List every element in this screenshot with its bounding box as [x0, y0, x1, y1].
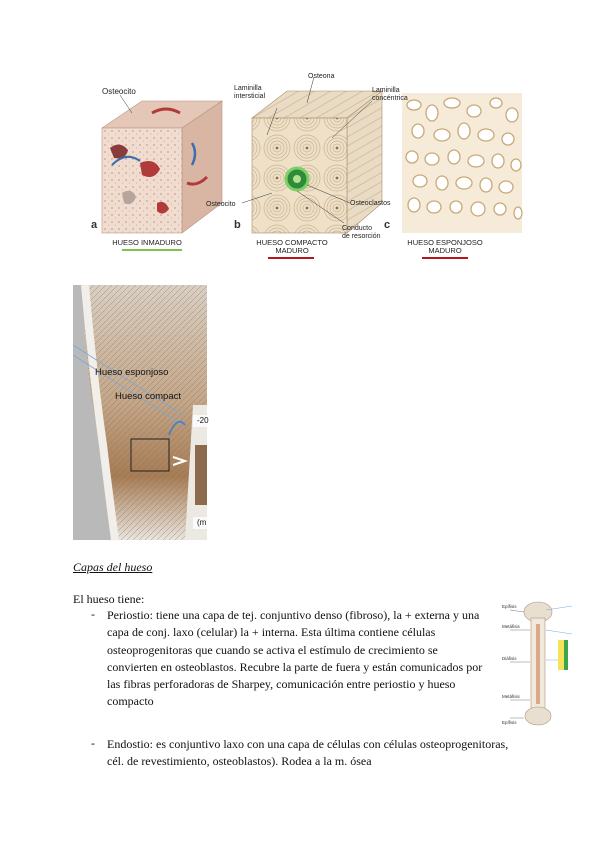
bullet-periostio-line-4: convierten en osteoblastos. Recubre la parte de fuera y están comunicados por — [107, 659, 483, 674]
bullet-dash-2: - — [91, 736, 95, 750]
caption-hueso-inmaduro: HUESO INMADURO — [112, 238, 182, 247]
panel-letter-b: b — [234, 219, 241, 231]
panel-b-block — [242, 77, 382, 233]
bone-types-illustration — [82, 73, 528, 263]
bullet-periostio-line-3: osteoprogenitoras que cuando se activa el estímulo de crecimiento se — [107, 642, 438, 657]
bone-label-metafisis-top: Metáfisis — [502, 624, 520, 629]
bone-label-diafisis: Diáfisis — [502, 656, 517, 661]
panel-letter-a: a — [91, 219, 98, 231]
bone-label-epifisis-bottom: Epífisis — [502, 720, 517, 725]
label-osteocito-b: Osteocito — [206, 201, 236, 208]
caption-hueso-compacto-2: MADURO — [275, 246, 309, 255]
bullet-periostio-line-2: capa de conj. laxo (celular) la + interna. Esta última contiene células — [107, 625, 436, 640]
bullet-periostio-line-5: las fibras perforadoras de Sharpey, comunicación entre periostio y hueso — [107, 677, 456, 692]
caption-hueso-compacto-1: HUESO COMPACTO — [256, 238, 328, 247]
bullet-periostio-line-1: Periostio: tiene una capa de tej. conjuntivo denso (fibroso), la + externa y una — [107, 608, 480, 622]
label-laminilla-concentrica-2: concéntrica — [372, 95, 408, 102]
bullet-endostio-line-1: Endostio: es conjuntivo laxo con una capa de células con células osteoprogenitoras, — [107, 737, 509, 751]
bone-label-metafisis-bottom: Metáfisis — [502, 694, 520, 699]
caption-underline-a — [122, 249, 182, 251]
panel-c-spongy — [402, 93, 522, 233]
panel-letter-c: c — [384, 219, 391, 231]
panel-a-cube — [102, 95, 222, 233]
label-conducto-1: Conducto — [342, 225, 372, 232]
bullet-dash-1: - — [91, 607, 95, 621]
bullet-periostio-line-6: compacto — [107, 694, 154, 709]
long-bone-diagram — [502, 600, 582, 728]
caption-underline-c — [422, 257, 468, 259]
bullet-endostio-line-2: cél. de revestimiento, osteoblastos). Rodea a la m. ósea — [107, 754, 372, 769]
caption-hueso-esponjoso-1: HUESO ESPONJOSO — [407, 238, 483, 247]
label-osteona: Osteona — [308, 73, 335, 80]
label-osteoclastos: Osteoclastos — [350, 200, 391, 207]
label-hueso-esponjoso: Hueso esponjoso — [95, 367, 169, 378]
scale-label-2: (m — [197, 518, 207, 527]
bullet-periostio — [107, 607, 502, 711]
label-laminilla-intersticial-1: Laminilla — [234, 85, 262, 92]
bullet-endostio — [107, 736, 537, 771]
section-title: Capas del hueso — [73, 560, 153, 574]
label-conducto-2: de resorción — [342, 233, 381, 240]
label-osteocito-a: Osteocito — [102, 87, 136, 96]
bone-types-figure — [82, 73, 528, 263]
label-laminilla-concentrica-1: Laminilla — [372, 87, 400, 94]
bone-label-epifisis-top: Epífisis — [502, 604, 517, 609]
caption-underline-b — [268, 257, 314, 259]
bone-section-illustration — [73, 285, 207, 540]
bone-section-photo — [73, 285, 207, 540]
caption-hueso-esponjoso-2: MADURO — [428, 246, 462, 255]
long-bone-illustration — [502, 600, 582, 728]
scale-label: -20 — [197, 416, 209, 425]
label-laminilla-intersticial-2: intersticial — [234, 93, 266, 100]
section-intro: El hueso tiene: — [73, 592, 145, 606]
label-hueso-compacto: Hueso compact — [115, 391, 182, 402]
